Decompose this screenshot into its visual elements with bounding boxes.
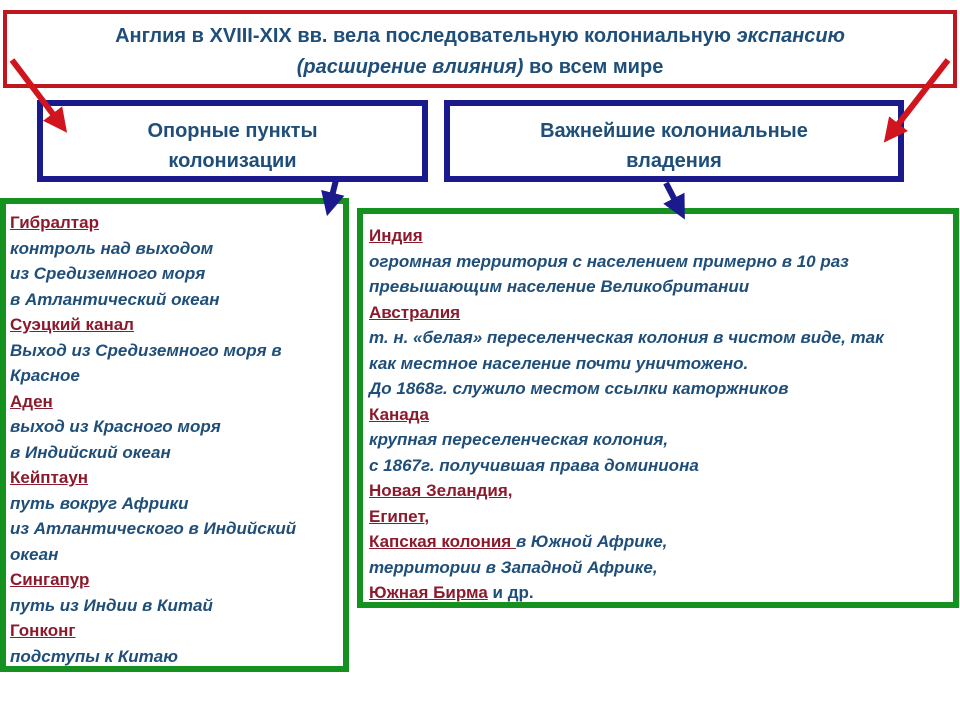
title-italic-1: экспансию <box>736 25 845 47</box>
possession-name-india: Индия <box>369 226 423 245</box>
stronghold-name: Кейптаун <box>10 468 89 487</box>
stronghold-item <box>10 389 343 466</box>
strongholds-list <box>0 198 349 672</box>
stronghold-desc: Выход из Средиземного моря в <box>10 340 282 360</box>
stronghold-desc: океан <box>10 544 59 564</box>
stronghold-desc: подступы к Китаю <box>10 646 178 666</box>
stronghold-name: Аден <box>10 391 53 411</box>
title-italic-2: (расширение влияния) <box>296 56 524 78</box>
possession-desc: территории в Западной Африке, <box>369 557 658 577</box>
stronghold-name: Суэцкий канал <box>10 315 134 334</box>
possession-name-new-zealand: Новая Зеландия, <box>369 481 513 500</box>
stronghold-desc: из Средиземного моря <box>10 264 206 283</box>
title-line-1 <box>7 21 953 52</box>
title-text-1: Англия в XVIII-XIX вв. вела последовательную колониальную <box>115 25 737 47</box>
stronghold-desc: Красное <box>10 366 80 385</box>
possession-name-burma: Южная Бирма <box>369 583 488 602</box>
stronghold-desc: выход из Красного моря <box>10 417 221 436</box>
stronghold-name: Гонконг <box>10 621 76 640</box>
stronghold-desc: в Индийский океан <box>10 442 171 462</box>
stronghold-desc: из Атлантического в Индийский <box>10 519 297 538</box>
title-line-2 <box>7 52 953 83</box>
possession-desc: превышающим население Великобритании <box>369 277 750 296</box>
possession-desc: и др. <box>487 583 534 602</box>
strongholds-header-box <box>37 100 428 182</box>
stronghold-item <box>10 210 343 312</box>
possessions-list <box>357 208 959 608</box>
stronghold-item <box>10 465 343 567</box>
possession-name-cape: Капская колония <box>369 532 516 551</box>
title-text-2: во всем мире <box>523 56 664 78</box>
possession-desc: До 1868г. служило местом ссылки каторжников <box>369 379 789 398</box>
stronghold-desc: в Атлантический океан <box>10 289 220 309</box>
title-box <box>3 10 957 88</box>
possessions-header-line-1: Важнейшие колониальные <box>540 120 808 142</box>
strongholds-header-line-1: Опорные пункты <box>147 120 318 142</box>
possessions-header-box <box>444 100 904 182</box>
possession-name-australia: Австралия <box>369 302 461 322</box>
stronghold-name: Сингапур <box>10 570 90 589</box>
possession-desc: в Южной Африке, <box>515 532 668 551</box>
possession-desc: т. н. «белая» переселенческая колония в чистом виде, так <box>369 328 884 347</box>
stronghold-item <box>10 312 343 389</box>
possession-name-egypt: Египет, <box>369 506 430 526</box>
possession-name-canada: Канада <box>369 404 430 424</box>
stronghold-name: Гибралтар <box>10 213 99 232</box>
stronghold-desc: путь из Индии в Китай <box>10 595 213 615</box>
possession-desc: крупная переселенческая колония, <box>369 430 669 449</box>
stronghold-desc: путь вокруг Африки <box>10 493 189 513</box>
possession-desc: как местное население почти уничтожено. <box>369 353 749 373</box>
possession-desc: огромная территория с населением примерно в 10 раз <box>369 251 849 271</box>
strongholds-header-line-2: колонизации <box>168 150 297 172</box>
stronghold-item <box>10 567 343 618</box>
possessions-header-line-2: владения <box>626 150 722 172</box>
possession-desc: с 1867г. получившая права доминиона <box>369 455 699 475</box>
stronghold-item <box>10 618 343 669</box>
stronghold-desc: контроль над выходом <box>10 238 214 258</box>
